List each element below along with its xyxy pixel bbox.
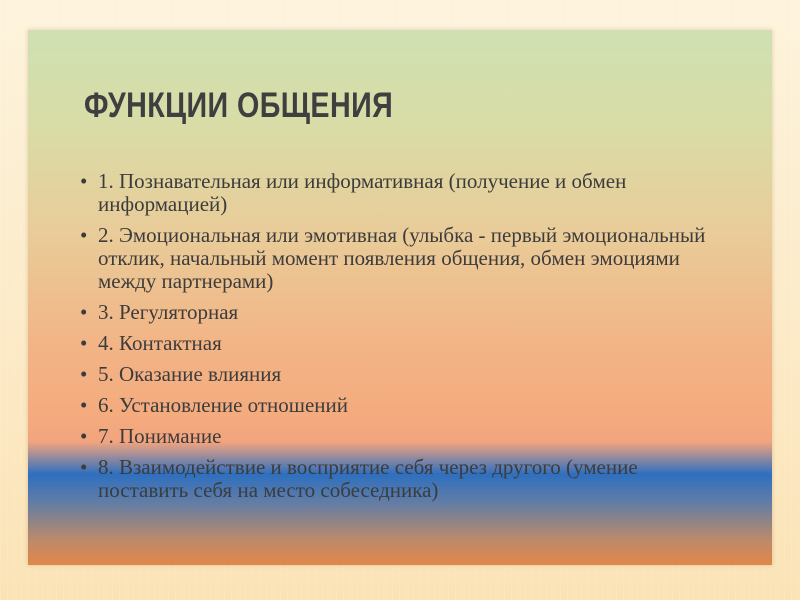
functions-list: [80, 170, 730, 510]
list-item-5: [80, 363, 730, 386]
list-item-2: [80, 224, 730, 293]
list-item-text: 2. Эмоциональная или эмотивная (улыбка - первый эмоциональный отклик, начальный момент появления общения, обмен эмоциями между партнерами): [98, 223, 706, 293]
list-item-text: 1. Познавательная или информативная (получение и обмен информацией): [98, 169, 627, 216]
bullet-icon: •: [80, 424, 88, 448]
slide-title: ФУНКЦИИ ОБЩЕНИЯ: [84, 86, 394, 125]
bullet-icon: •: [80, 331, 88, 355]
bullet-icon: •: [80, 223, 88, 247]
list-item-text: 5. Оказание влияния: [98, 362, 282, 386]
list-item-7: [80, 425, 730, 448]
list-item-text: 4. Контактная: [98, 331, 222, 355]
list-item-8: [80, 456, 730, 502]
bullet-icon: •: [80, 169, 88, 193]
list-item-6: [80, 394, 730, 417]
bullet-icon: •: [80, 362, 88, 386]
list-item-text: 6. Установление отношений: [98, 393, 348, 417]
bullet-icon: •: [80, 455, 88, 479]
list-item-3: [80, 301, 730, 324]
bullet-icon: •: [80, 393, 88, 417]
list-item-text: 8. Взаимодействие и восприятие себя через другого (умение поставить себя на место собеседника): [98, 455, 638, 502]
bullet-icon: •: [80, 300, 88, 324]
list-item-1: [80, 170, 730, 216]
list-item-text: 7. Понимание: [98, 424, 222, 448]
slide: [28, 30, 772, 565]
list-item-text: 3. Регуляторная: [98, 300, 239, 324]
list-item-4: [80, 332, 730, 355]
